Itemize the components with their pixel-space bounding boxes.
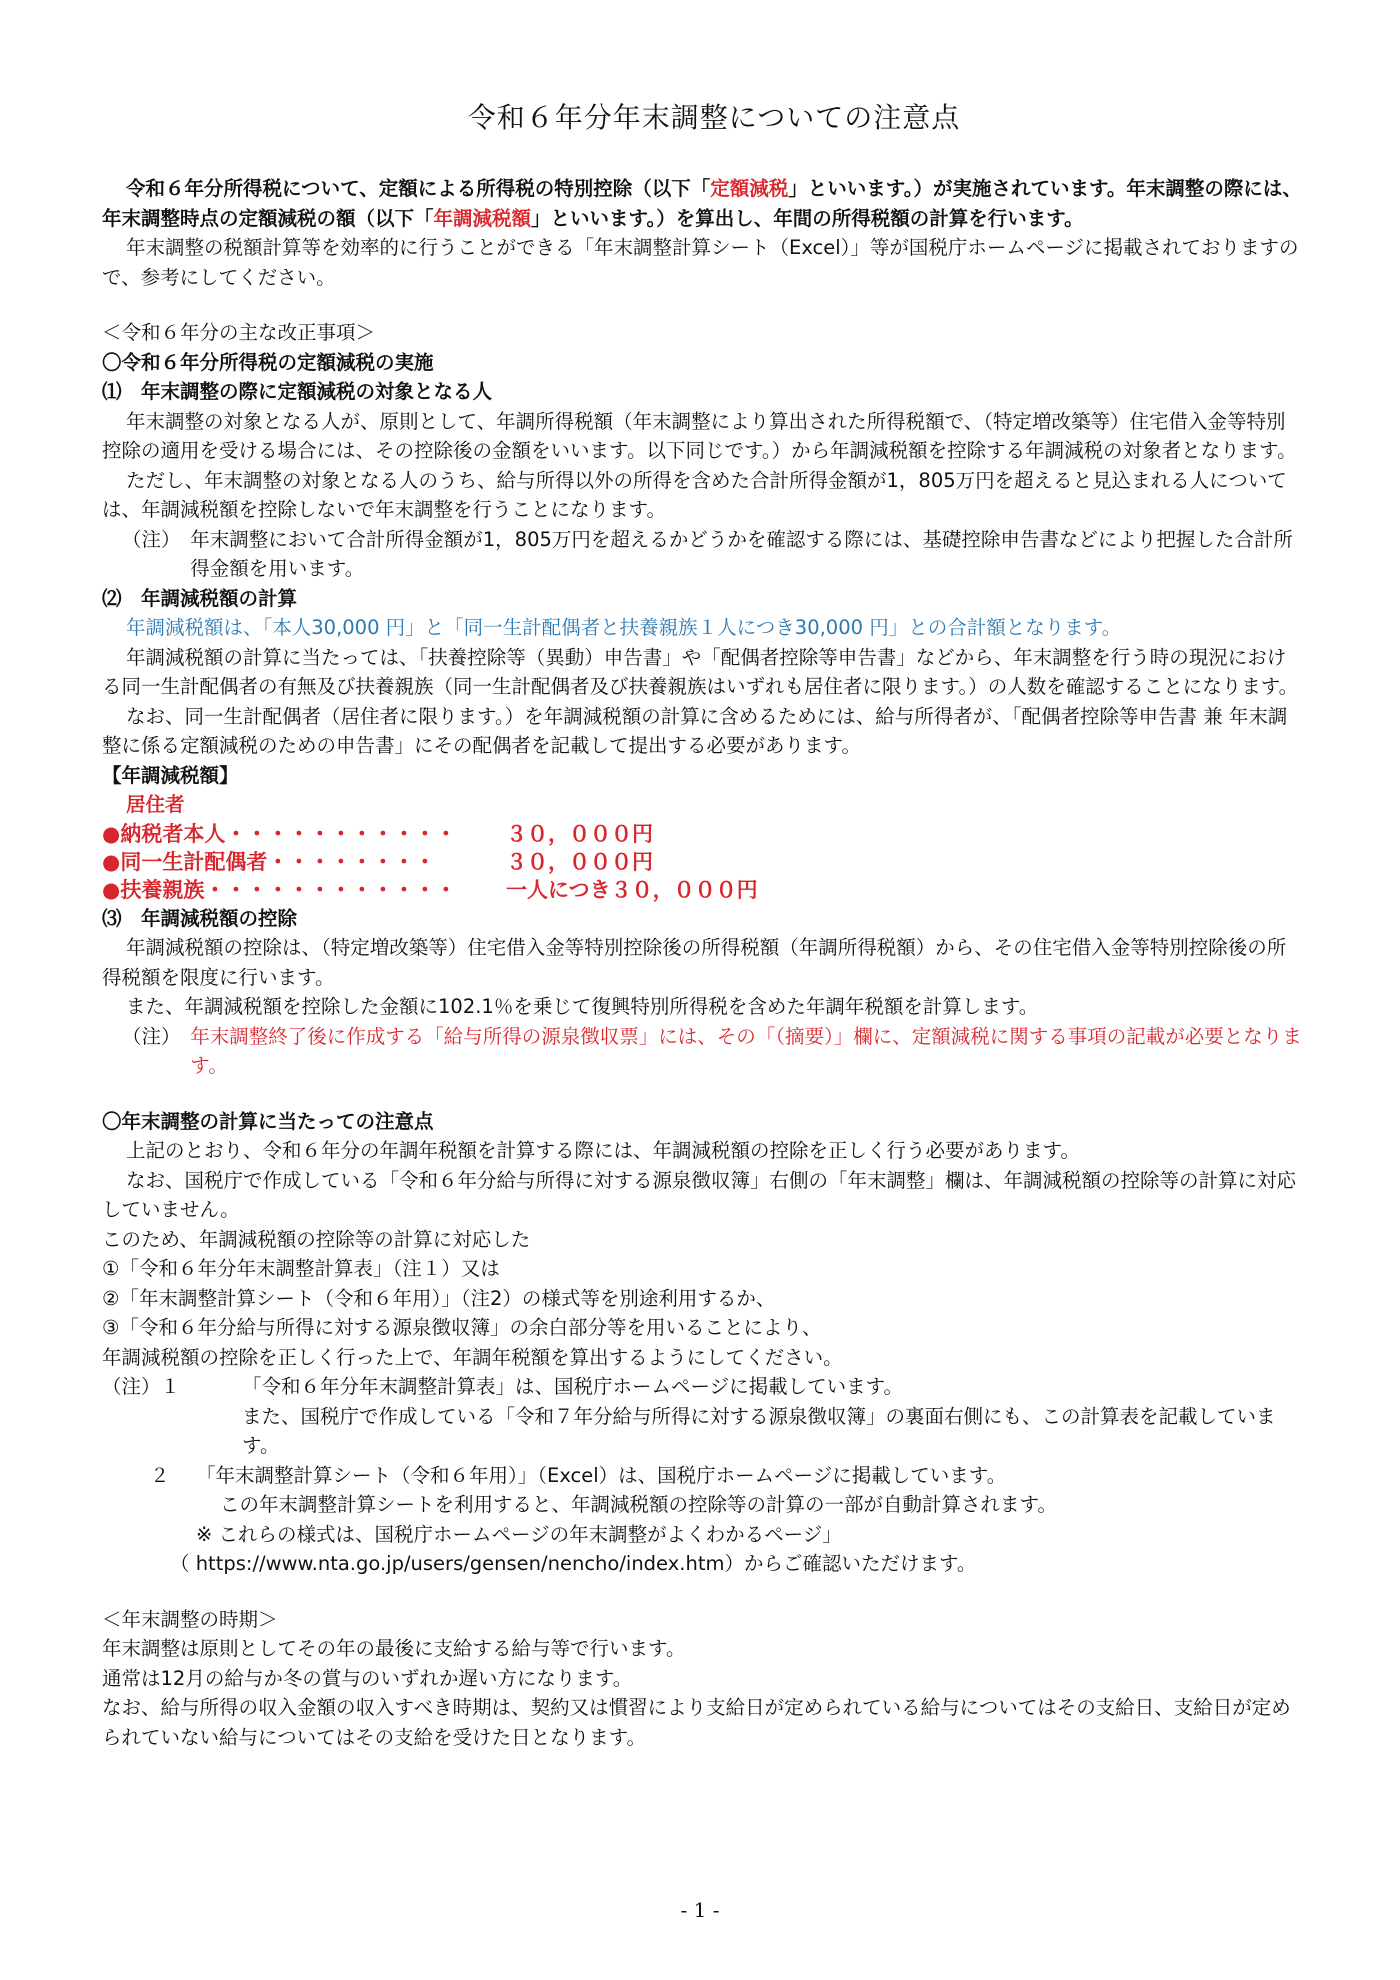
cautions-list-item-2: ②「年末調整計算シート（令和６年用）」（注2）の様式等を別途利用するか、: [102, 1286, 776, 1310]
note-text: 年末調整終了後に作成する「給与所得の源泉徴収票」には、その「（摘要）」欄に、定額減税に関する事項の記載が必要となります。: [190, 1024, 1302, 1077]
item-1-heading: ⑴ 年末調整の際に定額減税の対象となる人: [102, 380, 493, 403]
intro-text-c: 」といいます。）を算出し、年間の所得税額の計算を行います。: [531, 206, 1084, 230]
amount-label: ●同一生計配偶者・・・・・・・・: [102, 849, 436, 874]
cautions-note-1: [102, 1372, 1304, 1461]
intro-teigaku-genzei: 定額減税: [710, 177, 789, 200]
note-line: また、国税庁で作成している「令和７年分給与所得に対する源泉徴収簿」の裏面右側にも、この計算表を記載しています。: [242, 1404, 1276, 1457]
cautions-note-2-url-line: （ https://www.nta.go.jp/users/gensen/nencho/index.htm）からご確認いただけます。: [170, 1552, 977, 1575]
item-1-note: [102, 525, 1304, 584]
item-2-paragraph-2: なお、同一生計配偶者（居住者に限ります。）を年調減税額の計算に含めるためには、給与所得者が、「配偶者控除等申告書 兼 年末調整に係る定額減税のための申告書」にその配偶者を記載して提出する必要があります。: [102, 704, 1288, 757]
cautions-list-item-3: ③「令和６年分給与所得に対する源泉徴収簿」の余白部分等を用いることにより、: [102, 1316, 822, 1339]
cautions-paragraph-1: 上記のとおり、令和６年分の年調年税額を計算する際には、年調減税額の控除を正しく行う必要があります。: [126, 1139, 1080, 1162]
spacer: [102, 292, 1304, 318]
note-text: [242, 1372, 1304, 1461]
intro-text-a: 令和６年分所得税について、定額による所得税の特別控除（以下「: [126, 177, 711, 200]
item-2-heading: ⑵ 年調減税額の計算: [102, 586, 298, 610]
item-1-paragraph-2: ただし、年末調整の対象となる人のうち、給与所得以外の所得を含めた合計所得金額が1，805万円を超えると見込まれる人については、年調減税額を控除しないで年末調整を行うことになります。: [102, 468, 1287, 521]
note-mark: （注）: [122, 527, 191, 551]
note-mark: ２: [150, 1463, 190, 1487]
note-line: 「年末調整計算シート（令和６年用）」（Excel）は、国税庁ホームページに掲載しています。: [196, 1463, 1007, 1487]
amount-row-spouse: [102, 848, 1304, 876]
item-1-paragraph-1: 年末調整の対象となる人が、原則として、年調所得税額（年末調整により算出された所得税額で、（特定増改築等）住宅借入金等特別控除の適用を受ける場合には、その控除後の金額をいいます。以下同じです。）から年調減税額を控除する年調減税の対象者となります。: [102, 409, 1297, 462]
spacer: [102, 1579, 1304, 1605]
cautions-note-2-line-3: ※ これらの様式は、国税庁ホームページの年末調整がよくわかるページ」: [196, 1522, 842, 1546]
amount-value: ３０，０００円: [506, 821, 653, 846]
cautions-note-2: [102, 1461, 1304, 1491]
item-3-heading: ⑶ 年調減税額の控除: [102, 906, 298, 930]
item-3-paragraph-1: 年調減税額の控除は、（特定増改築等）住宅借入金等特別控除後の所得税額（年調所得税額）から、その住宅借入金等特別控除後の所得税額を限度に行います。: [102, 936, 1287, 989]
page-title: 令和６年分年末調整についての注意点: [467, 101, 961, 134]
amount-value: ３０，０００円: [506, 849, 653, 874]
spacer: [102, 1081, 1304, 1107]
section-heading-timing: ＜年末調整の時期＞: [102, 1607, 278, 1631]
intro-nencho-genzeigaku: 年調減税額: [433, 206, 532, 230]
section-heading-revisions: ＜令和６年分の主な改正事項＞: [102, 321, 376, 344]
timing-paragraph-2: 通常は12月の給与か冬の賞与のいずれか遅い方になります。: [102, 1666, 633, 1690]
amount-list: [102, 820, 1304, 904]
intro-paragraph-1: [102, 174, 1304, 233]
item-3-paragraph-2: また、年調減税額を控除した金額に102.1％を乗じて復興特別所得税を含めた年調年税額を計算します。: [126, 995, 1039, 1018]
cautions-list-item-1: ①「令和６年分年末調整計算表」（注１）又は: [102, 1257, 500, 1280]
box-heading: 【年調減税額】: [102, 763, 239, 787]
item-3-note: [102, 1022, 1304, 1081]
intro-text-b: 」といいます。）が実施されています。年末調整の際には、年末調整時点の定額減税の額（以下「: [102, 177, 1302, 230]
amount-value: 一人につき３０，０００円: [506, 877, 758, 902]
subsection-teigaku-genzei: 〇令和６年分所得税の定額減税の実施: [102, 350, 434, 374]
note-mark: （注）: [122, 1024, 191, 1048]
timing-paragraph-3: なお、給与所得の収入金額の収入すべき時期は、契約又は慣習により支給日が定められている給与についてはその支給日、支給日が定められていない給与についてはその支給を受けた日となります。: [102, 1696, 1291, 1749]
note-line: 「令和６年分年末調整計算表」は、国税庁ホームページに掲載しています。: [242, 1375, 904, 1398]
item-2-paragraph-1: 年調減税額の計算に当たっては、「扶養控除等（異動）申告書」や「配偶者控除等申告書」などから、年末調整を行う時の現況における同一生計配偶者の有無及び扶養親族（同一生計配偶者及び扶養親族はいずれも居住者に限ります。）の人数を確認することになります。: [102, 645, 1299, 698]
section-heading-cautions: 〇年末調整の計算に当たっての注意点: [102, 1109, 434, 1133]
amount-row-dependents: [102, 876, 1304, 904]
note-mark: （注）１: [102, 1375, 220, 1398]
cautions-paragraph-2: なお、国税庁で作成している「令和６年分給与所得に対する源泉徴収簿」右側の「年末調整」欄は、年調減税額の控除等の計算に対応していません。: [102, 1168, 1297, 1221]
document-body: [102, 174, 1304, 1752]
cautions-paragraph-3: このため、年調減税額の控除等の計算に対応した: [102, 1227, 531, 1251]
timing-paragraph-1: 年末調整は原則としてその年の最後に支給する給与等で行います。: [102, 1637, 686, 1660]
note-text: 年末調整において合計所得金額が1，805万円を超えるかどうかを確認する際には、基礎控除申告書などにより把握した合計所得金額を用います。: [190, 527, 1293, 580]
amount-row-taxpayer: [102, 820, 1304, 848]
item-2-highlight: 年調減税額は、「本人30,000 円」と「同一生計配偶者と扶養親族１人につき30,000 円」との合計額となります。: [126, 616, 1122, 639]
page-number: - 1 -: [680, 1898, 720, 1922]
amount-label: ●扶養親族・・・・・・・・・・・・: [102, 877, 457, 902]
cautions-note-2-line-2: この年末調整計算シートを利用すると、年調減税額の控除等の計算の一部が自動計算されます。: [220, 1493, 1057, 1516]
cautions-paragraph-4: 年調減税額の控除を正しく行った上で、年調年税額を算出するようにしてください。: [102, 1345, 843, 1369]
resident-label: 居住者: [126, 793, 185, 816]
amount-label: ●納税者本人・・・・・・・・・・・: [102, 821, 457, 846]
intro-paragraph-2: 年末調整の税額計算等を効率的に行うことができる「年末調整計算シート（Excel）」等が国税庁ホームページに掲載されておりますので、参考にしてください。: [102, 236, 1299, 289]
